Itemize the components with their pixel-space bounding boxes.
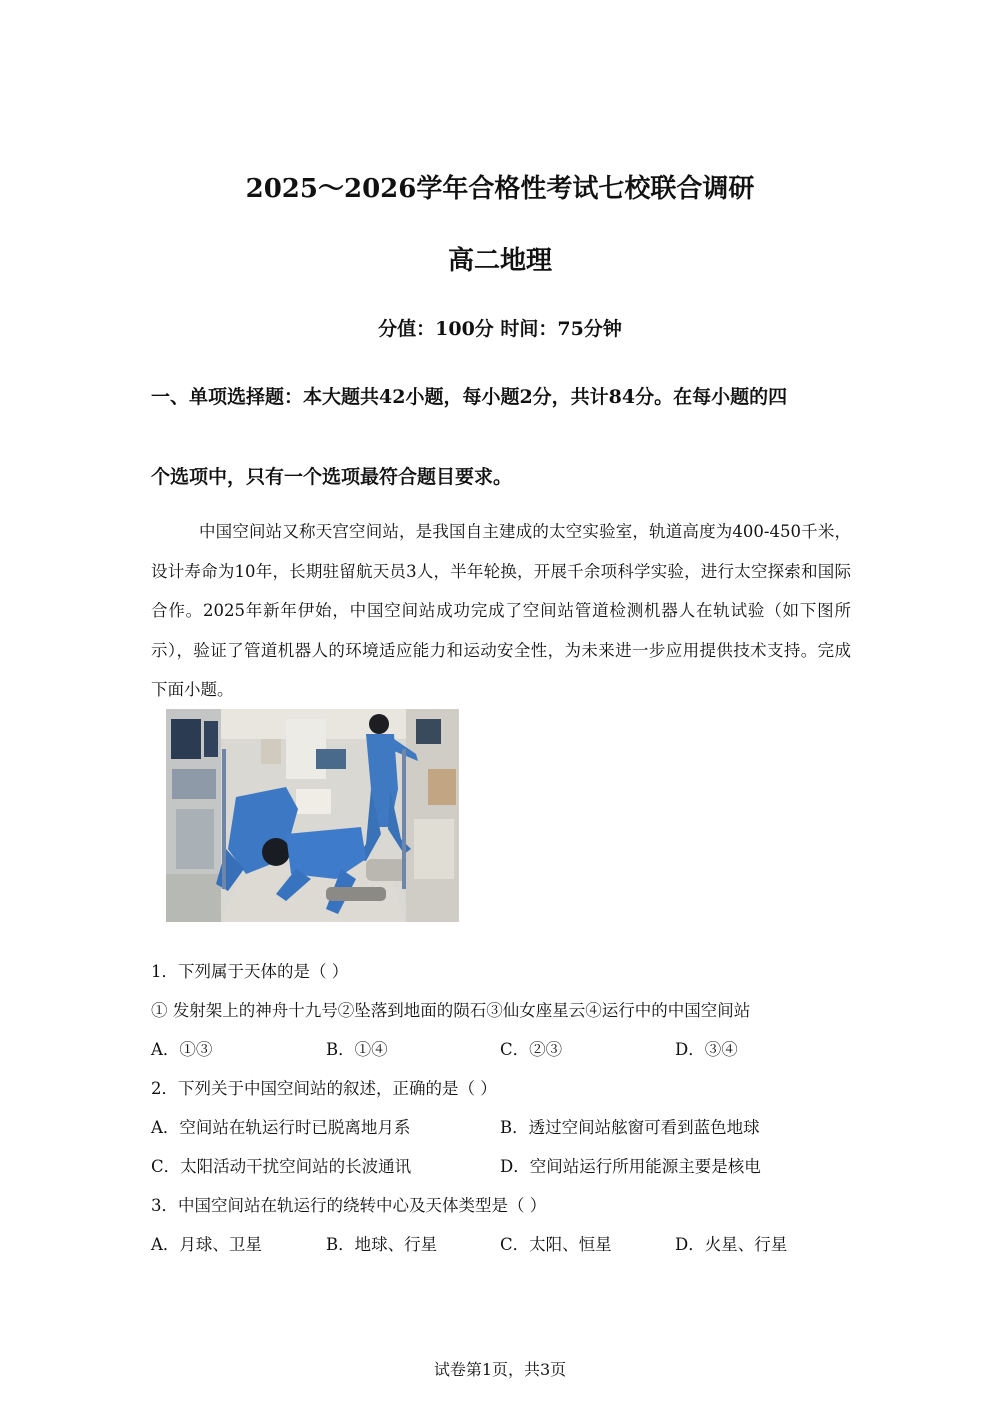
question-2-stem: 2．下列关于中国空间站的叙述，正确的是（ ）: [151, 1079, 497, 1098]
score-time: 分值：100分 时间：75分钟: [378, 318, 622, 340]
section-instruction-line1: 一、单项选择题：本大题共42小题，每小题2分，共计84分。在每小题的四: [151, 386, 788, 408]
question-3-option-d: D．火星、行星: [675, 1235, 788, 1254]
question-1-items: ① 发射架上的神舟十九号②坠落到地面的陨石③仙女座星云④运行中的中国空间站: [151, 1001, 751, 1020]
question-1-stem: 1．下列属于天体的是（ ）: [151, 962, 349, 981]
section-instruction-line2: 个选项中，只有一个选项最符合题目要求。: [151, 466, 513, 488]
question-2-option-a: A．空间站在轨运行时已脱离地月系: [151, 1118, 411, 1137]
question-2-option-c: C．太阳活动干扰空间站的长波通讯: [151, 1157, 412, 1176]
question-1-option-b: B．①④: [326, 1040, 388, 1059]
question-3-option-b: B．地球、行星: [326, 1235, 438, 1254]
question-3-option-a: A．月球、卫星: [151, 1235, 262, 1254]
question-1-option-a: A．①③: [151, 1040, 213, 1059]
space-station-photo: [166, 709, 459, 922]
page-footer: 试卷第1页，共3页: [433, 1360, 567, 1379]
question-2-option-b: B．透过空间站舷窗可看到蓝色地球: [500, 1118, 760, 1137]
exam-title: 2025～2026学年合格性考试七校联合调研: [245, 174, 755, 204]
question-1-option-c: C．②③: [500, 1040, 563, 1059]
subject-title: 高二地理: [447, 246, 552, 276]
reading-passage: 中国空间站又称天宫空间站，是我国自主建成的太空实验室，轨道高度为400-450千米，设计寿命为10年，长期驻留航天员3人，半年轮换，开展千余项科学实验，进行太空探索和国际合作。2025年新年伊始，中国空间站成功完成了空间站管道检测机器人在轨试验（如下图所示），验证了管道机器人的环境适应能力和运动安全性，为未来进一步应用提供技术支持。完成下面小题。: [151, 522, 851, 699]
question-3-stem: 3．中国空间站在轨运行的绕转中心及天体类型是（ ）: [151, 1196, 547, 1215]
question-2-option-d: D．空间站运行所用能源主要是核电: [500, 1157, 761, 1176]
question-3-option-c: C．太阳、恒星: [500, 1235, 612, 1254]
question-1-option-d: D．③④: [675, 1040, 738, 1059]
